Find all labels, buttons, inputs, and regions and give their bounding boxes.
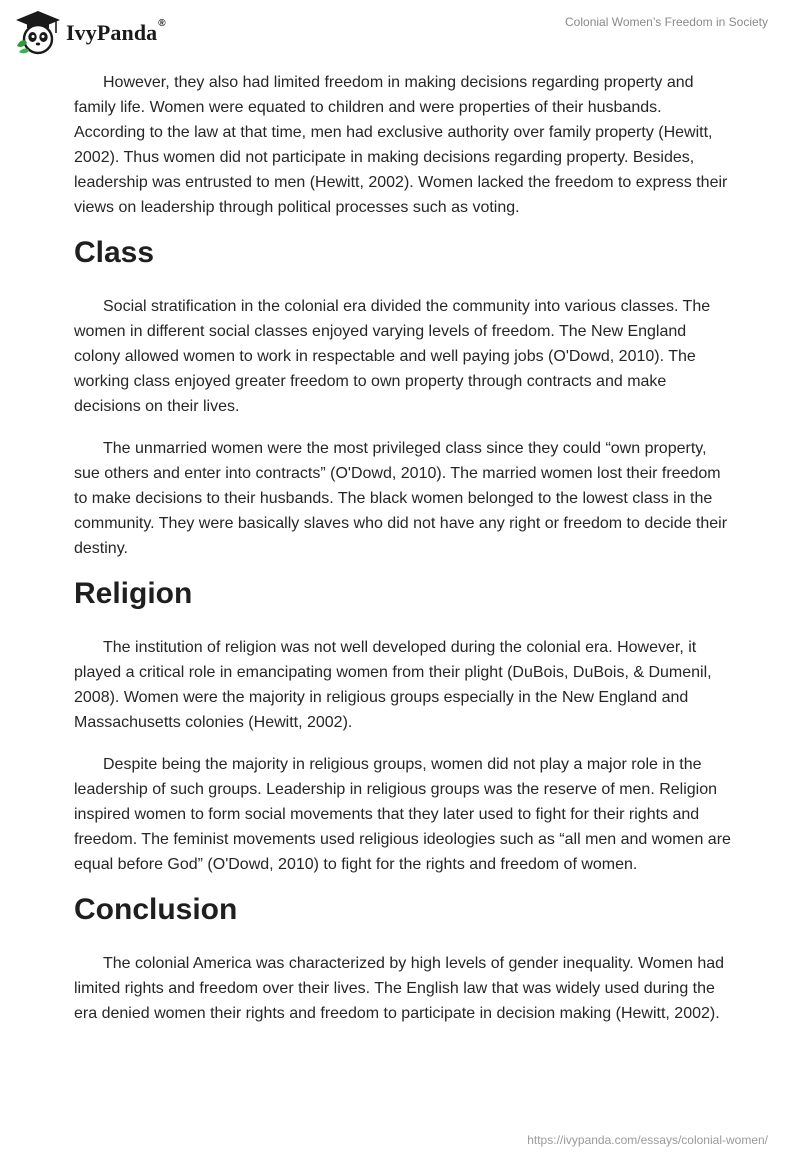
section-heading-class: Class — [74, 236, 155, 269]
paragraph: The institution of religion was not well developed during the colonial era. However, it played a critical role in emancipating women from their plight (DuBois, DuBois, & Dumenil, 2008). Women were the majority in religious groups especially in the New England and Massachusetts colonies (Hewitt, 2002). — [74, 639, 712, 731]
paragraph: The colonial America was characterized by high levels of gender inequality. Women had limited rights and freedom over their lives. The English law that was widely used during the era denied women their rights and freedom to participate in decision making (Hewitt, 2002). — [74, 955, 725, 1022]
source-url[interactable]: https://ivypanda.com/essays/colonial-women/ — [527, 1133, 768, 1147]
brand-logo[interactable] — [14, 9, 166, 55]
section-heading-religion: Religion — [74, 577, 193, 610]
paragraph: Despite being the majority in religious groups, women did not play a major role in the leadership of such groups. Leadership in religious groups was the reserve of men. Religion inspired women to form social movements that they later used to fight for their rights and freedom. The feminist movements used religious ideologies such as “all men and women are equal before God” (O'Dowd, 2010) to fight for the rights and freedom of women. — [74, 756, 731, 873]
page-header — [0, 0, 800, 60]
paragraph: The unmarried women were the most privileged class since they could “own property, sue others and enter into contracts” (O'Dowd, 2010). The married women lost their freedom to make decisions to their husbands. The black women belonged to the lowest class in the community. They were basically slaves who did not have any right or freedom to decide their destiny. — [74, 440, 728, 557]
essay-content — [74, 70, 734, 1043]
document-title: Colonial Women’s Freedom in Society — [565, 15, 768, 29]
brand-name: IvyPanda® — [66, 18, 166, 45]
registered-mark: ® — [158, 18, 166, 29]
panda-graduate-icon — [14, 9, 62, 55]
section-heading-conclusion: Conclusion — [74, 893, 238, 926]
paragraph: However, they also had limited freedom in making decisions regarding property and family life. Women were equated to children and were properties of their husbands. According to the law at that time, men had exclusive authority over family property (Hewitt, 2002). Thus women did not participate in making decisions regarding property. Besides, leadership was entrusted to men (Hewitt, 2002). Women lacked the freedom to express their views on leadership through political processes such as voting. — [74, 74, 728, 216]
paragraph: Social stratification in the colonial era divided the community into various classes. The women in different social classes enjoyed varying levels of freedom. The New England colony allowed women to work in respectable and well paying jobs (O'Dowd, 2010). The working class enjoyed greater freedom to own property through contracts and make decisions on their lives. — [74, 298, 711, 415]
